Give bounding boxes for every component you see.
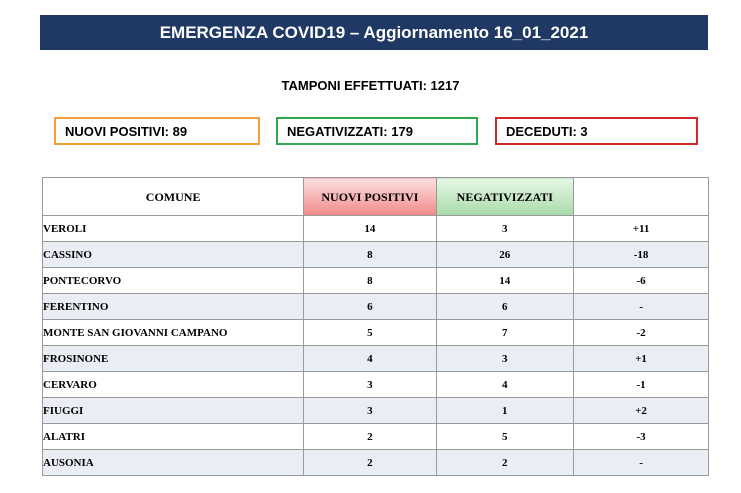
table-row — [43, 294, 709, 320]
table-row — [43, 424, 709, 450]
cell-negativizzati: 3 — [436, 346, 574, 372]
table-row — [43, 398, 709, 424]
cell-comune: FROSINONE — [43, 346, 304, 372]
table-row — [43, 268, 709, 294]
deceduti-text: DECEDUTI: 3 — [506, 123, 588, 139]
table-row — [43, 320, 709, 346]
cell-variazione: +2 — [574, 398, 709, 424]
table-row — [43, 372, 709, 398]
cell-comune: CERVARO — [43, 372, 304, 398]
negativizzati-text: NEGATIVIZZATI: 179 — [287, 123, 413, 139]
cell-comune: CASSINO — [43, 242, 304, 268]
cell-positivi: 3 — [304, 372, 436, 398]
cell-variazione: -1 — [574, 372, 709, 398]
cell-negativizzati: 14 — [436, 268, 574, 294]
cell-comune: ALATRI — [43, 424, 304, 450]
header-variazione — [574, 178, 709, 216]
cell-variazione: - — [574, 450, 709, 476]
cell-negativizzati: 4 — [436, 372, 574, 398]
table-row — [43, 216, 709, 242]
cell-positivi: 8 — [304, 242, 436, 268]
cell-comune: PONTECORVO — [43, 268, 304, 294]
cell-negativizzati: 1 — [436, 398, 574, 424]
cell-comune: MONTE SAN GIOVANNI CAMPANO — [43, 320, 304, 346]
cell-variazione: -6 — [574, 268, 709, 294]
cell-positivi: 14 — [304, 216, 436, 242]
cell-positivi: 3 — [304, 398, 436, 424]
cell-negativizzati: 6 — [436, 294, 574, 320]
cell-variazione: - — [574, 294, 709, 320]
cell-positivi: 2 — [304, 450, 436, 476]
tamponi-label: TAMPONI EFFETTUATI: 1217 — [281, 78, 460, 93]
cell-variazione: -18 — [574, 242, 709, 268]
cell-negativizzati: 5 — [436, 424, 574, 450]
table-row — [43, 450, 709, 476]
header-comune: COMUNE — [43, 178, 304, 216]
cell-variazione: +11 — [574, 216, 709, 242]
comuni-table — [42, 177, 709, 476]
cell-positivi: 6 — [304, 294, 436, 320]
cell-positivi: 4 — [304, 346, 436, 372]
cell-comune: AUSONIA — [43, 450, 304, 476]
cell-variazione: -3 — [574, 424, 709, 450]
cell-comune: FERENTINO — [43, 294, 304, 320]
table-header-row — [43, 178, 709, 216]
cell-variazione: +1 — [574, 346, 709, 372]
header-negativizzati: NEGATIVIZZATI — [436, 178, 574, 216]
nuovi-positivi-box — [54, 117, 260, 145]
cell-negativizzati: 2 — [436, 450, 574, 476]
page-title: EMERGENZA COVID19 – Aggiornamento 16_01_2021 — [159, 22, 589, 42]
cell-comune: VEROLI — [43, 216, 304, 242]
cell-negativizzati: 26 — [436, 242, 574, 268]
cell-positivi: 5 — [304, 320, 436, 346]
cell-comune: FIUGGI — [43, 398, 304, 424]
page-title-banner — [40, 15, 708, 50]
negativizzati-box — [276, 117, 478, 145]
nuovi-positivi-text: NUOVI POSITIVI: 89 — [65, 123, 188, 139]
deceduti-box — [495, 117, 698, 145]
cell-positivi: 8 — [304, 268, 436, 294]
table-row — [43, 242, 709, 268]
table-row — [43, 346, 709, 372]
cell-positivi: 2 — [304, 424, 436, 450]
cell-negativizzati: 3 — [436, 216, 574, 242]
cell-variazione: -2 — [574, 320, 709, 346]
header-nuovi-positivi: NUOVI POSITIVI — [304, 178, 436, 216]
cell-negativizzati: 7 — [436, 320, 574, 346]
